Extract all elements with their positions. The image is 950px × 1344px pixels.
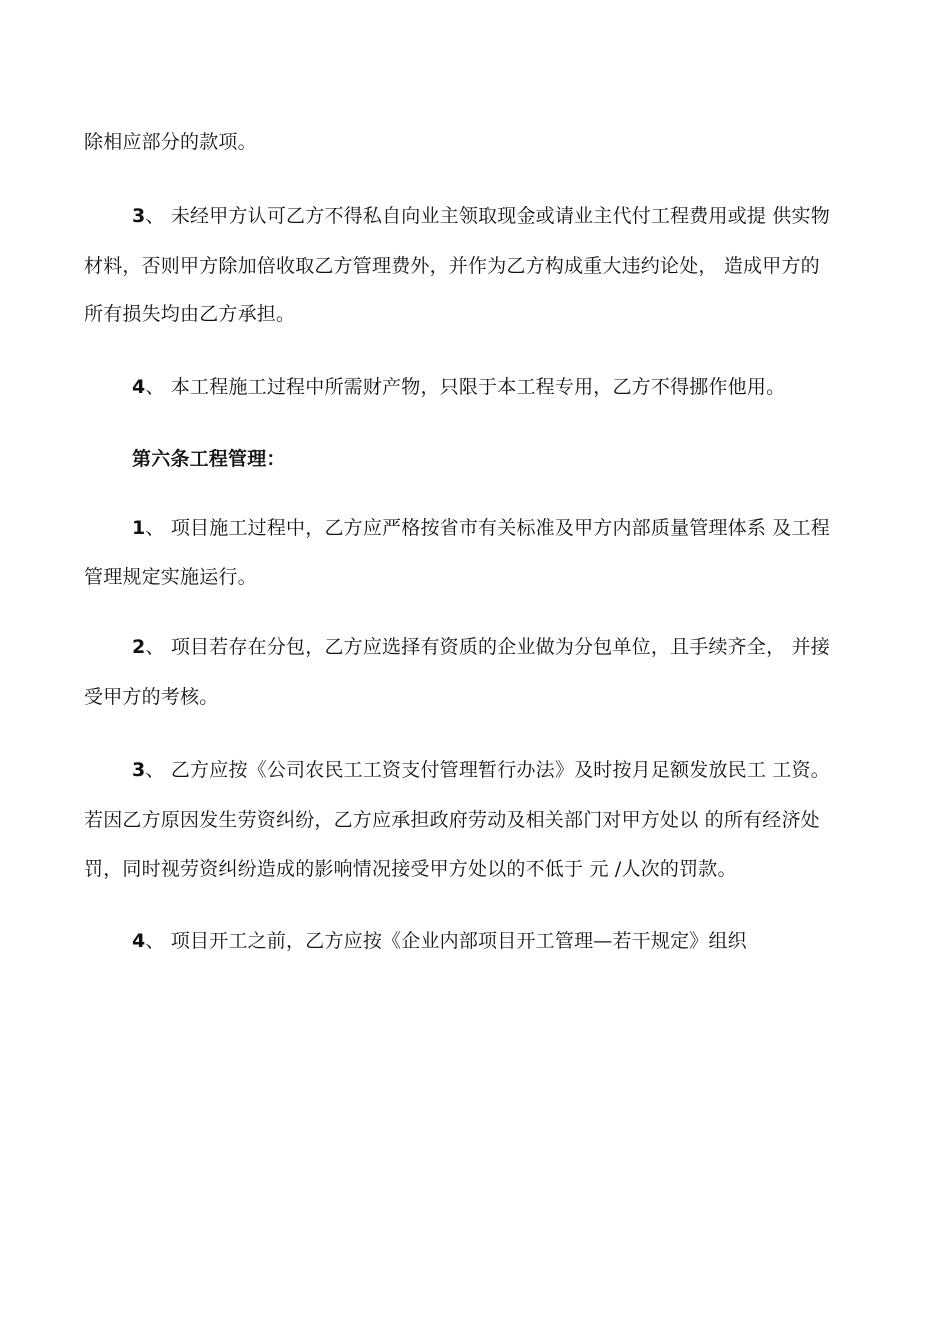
item-number: 3 bbox=[132, 205, 146, 227]
paragraph-line bbox=[84, 564, 884, 590]
item-number: 3 bbox=[132, 759, 146, 781]
text: 材料，否则甲方除加倍收取乙方管理费外，并作为乙方构成重大违约论处， 造成甲方的 bbox=[84, 255, 820, 277]
text: 除相应部分的款项。 bbox=[84, 131, 257, 153]
paragraph-line bbox=[84, 807, 884, 833]
text: 若因乙方原因发生劳资纠纷，乙方应承担政府劳动及相关部门对甲方处以 的所有经济处 bbox=[84, 809, 820, 831]
text: 受甲方的考核。 bbox=[84, 686, 219, 708]
paragraph-line bbox=[132, 203, 884, 229]
item-number: 4 bbox=[132, 930, 146, 952]
section-heading bbox=[132, 446, 884, 472]
text: 、 项目开工之前，乙方应按《企业内部项目开工管理—若干规定》组织 bbox=[145, 930, 747, 952]
item-number: 2 bbox=[132, 636, 146, 658]
text: 管理规定实施运行。 bbox=[84, 566, 257, 588]
text: 、 本工程施工过程中所需财产物，只限于本工程专用，乙方不得挪作他用。 bbox=[145, 376, 786, 398]
paragraph-line bbox=[84, 684, 884, 710]
paragraph-line bbox=[84, 253, 884, 279]
heading-text: 第六条工程管理： bbox=[132, 448, 286, 470]
paragraph-line bbox=[84, 856, 884, 882]
paragraph-line bbox=[84, 129, 884, 155]
text: 、 项目若存在分包，乙方应选择有资质的企业做为分包单位，且手续齐全， 并接 bbox=[145, 636, 830, 658]
paragraph-line bbox=[84, 301, 884, 327]
paragraph-line bbox=[132, 928, 884, 954]
text: 罚，同时视劳资纠纷造成的影响情况接受甲方处以的不低于 元 /人次的罚款。 bbox=[84, 858, 737, 880]
paragraph-line bbox=[132, 634, 884, 660]
paragraph-line bbox=[132, 374, 884, 400]
item-number: 4 bbox=[132, 376, 146, 398]
paragraph-line bbox=[132, 757, 884, 783]
text: 、 未经甲方认可乙方不得私自向业主领取现金或请业主代付工程费用或提 供实物 bbox=[145, 205, 830, 227]
text: 、 项目施工过程中，乙方应严格按省市有关标准及甲方内部质量管理体系 及工程 bbox=[145, 517, 830, 539]
item-number: 1 bbox=[132, 517, 146, 539]
text: 、 乙方应按《公司农民工工资支付管理暂行办法》及时按月足额发放民工 工资。 bbox=[145, 759, 830, 781]
paragraph-line bbox=[132, 515, 884, 541]
text: 所有损失均由乙方承担。 bbox=[84, 303, 296, 325]
